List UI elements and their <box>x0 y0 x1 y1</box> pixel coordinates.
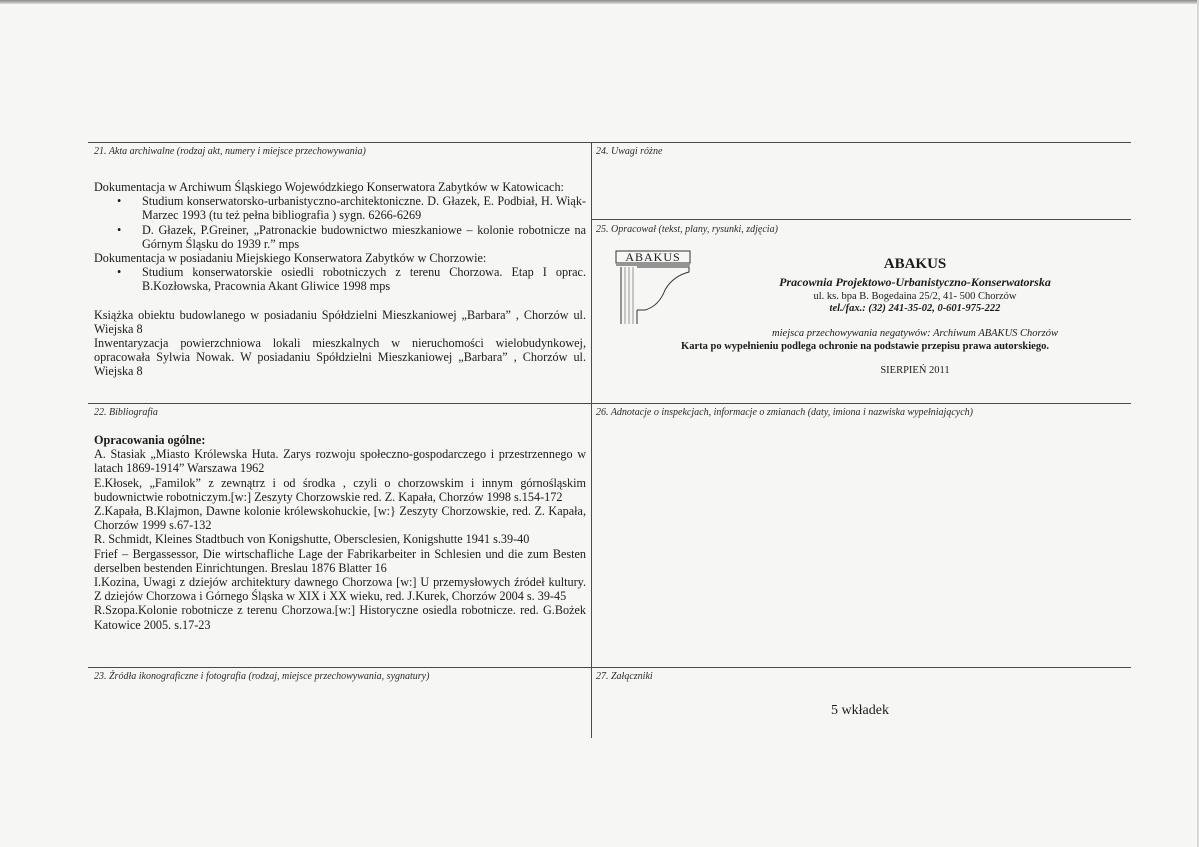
bibliography-text <box>94 433 586 632</box>
archives-item: • Studium konserwatorsko-urbanistyczno-architektoniczne. D. Głazek, E. Podbiał, H. Wiąk-Marzec 1993 (tu też pełna bibliografia ) sygn. 6266-6269 <box>117 194 586 223</box>
archives-inventory: Inwentaryzacja powierzchniowa lokali mieszkalnych w nieruchomości wielobudynkowej, opracowała Sylwia Nowak. W posiadaniu Spółdzielni Mieszkaniowej „Barbara” , Chorzów ul. Wiejska 8 <box>94 336 586 379</box>
section-21-label: 21. Akta archiwalne (rodzaj akt, numery i miejsce przechowywania) <box>94 146 366 157</box>
section-26-label: 26. Adnotacje o inspekcjach, informacje o zmianach (daty, imiona i nazwiska wypełniających) <box>596 407 973 418</box>
section-22-label: 22. Bibliografia <box>94 407 158 418</box>
bibliography-heading: Opracowania ogólne: <box>94 433 206 447</box>
section-25-label: 25. Opracował (tekst, plany, rysunki, zdjęcia) <box>596 224 778 235</box>
copyright-notice: Karta po wypełnieniu podlega ochronie na podstawie przepisu prawa autorskiego. <box>681 341 1049 352</box>
attachments-count: 5 wkładek <box>831 703 889 718</box>
grid-line-21-22 <box>88 403 1131 404</box>
grid-line-middle <box>591 142 592 738</box>
bibliography-entry: A. Stasiak „Miasto Królewska Huta. Zarys rozwoju społeczno-gospodarczego i przestrzennego w latach 1869-1914” Warszawa 1962 <box>94 447 586 476</box>
abakus-name: ABAKUS <box>883 256 947 272</box>
paper-top-edge <box>0 0 1199 4</box>
abakus-logo-text: ABAKUS <box>625 250 681 264</box>
bibliography-entry: R. Schmidt, Kleines Stadtbuch von Konigshutte, Obersclesien, Konigshutte 1941 s.39-40 <box>94 532 530 547</box>
abakus-phone: tel./fax.: (32) 241-35-02, 0-601-975-222 <box>829 303 1001 314</box>
section-24-label: 24. Uwagi różne <box>596 146 663 157</box>
negatives-text: miejsca przechowywania negatywów: Archiwum ABAKUS Chorzów <box>772 328 1058 339</box>
archives-text <box>94 180 586 379</box>
archives-intro: Dokumentacja w Archiwum Śląskiego Wojewódzkiego Konserwatora Zabytków w Katowicach: <box>94 180 564 194</box>
bibliography-entry: Frief – Bergassessor, Die wirtschafliche Lage der Fabrikarbeiter in Schlesien und die zum Besten derselben bestenden Einrichtungen. Breslau 1876 Blatter 16 <box>94 546 586 575</box>
abakus-logo-graphic <box>615 250 691 326</box>
archives-item: • Studium konserwatorskie osiedli robotniczych z terenu Chorzowa. Etap I oprac. B.Kozłowska, Pracownia Akant Gliwice 1998 mps <box>117 265 586 294</box>
grid-line-22-23 <box>88 667 1131 668</box>
abakus-logo <box>615 250 691 326</box>
grid-line-right-24-25 <box>591 219 1131 220</box>
bibliography-entry: E.Kłosek, „Familok” z zewnątrz i od środka , czyli o chorzowskim i innym górnośląskim budownictwie robotniczym.[w:] Zeszyty Chorzowskie red. Z. Kapała, Chorzów 1998 s.154-172 <box>94 475 586 504</box>
archives-item: • D. Głazek, P.Greiner, „Patronackie budownictwo mieszkaniowe – kolonie robotnicze na Górnym Śląsku do 1939 r.” mps <box>117 222 586 251</box>
section-23-label: 23. Źródła ikonograficzne i fotografia (rodzaj, miejsce przechowywania, sygnatury) <box>94 671 430 682</box>
bibliography-entry: I.Kozina, Uwagi z dziejów architektury dawnego Chorzowa [w:] U przemysłowych źródeł kultury. Z dziejów Chorzowa i Górnego Śląska w XIX i XX wieku, red. J.Kurek, Chorzów 2004 s. 39-45 <box>94 575 586 604</box>
section-27-label: 27. Załączniki <box>596 671 653 682</box>
archives-intro2: Dokumentacja w posiadaniu Miejskiego Konserwatora Zabytków w Chorzowie: <box>94 251 487 266</box>
negatives-location <box>712 328 1118 339</box>
bibliography-entry: Z.Kapała, B.Klajmon, Dawne kolonie królewskohuckie, [w:} Zeszyty Chorzowskie, red. Z. Kapała, Chorzów 1999 s.67-132 <box>94 504 586 533</box>
abakus-address: ul. ks. bpa B. Bogedaina 25/2, 41- 500 Chorzów <box>813 291 1017 302</box>
document-date: SIERPIEŃ 2011 <box>880 365 950 376</box>
grid-line-top <box>88 142 1131 143</box>
abakus-subtitle: Pracownia Projektowo-Urbanistyczno-Konserwatorska <box>779 275 1051 289</box>
bibliography-entry: R.Szopa.Kolonie robotnicze z terenu Chorzowa.[w:] Historyczne osiedla robotnicze. red. G.Bożek Katowice 2005. s.17-23 <box>94 603 586 632</box>
archives-book: Książka obiektu budowlanego w posiadaniu Spółdzielni Mieszkaniowej „Barbara” , Chorzów ul. Wiejska 8 <box>94 307 586 336</box>
